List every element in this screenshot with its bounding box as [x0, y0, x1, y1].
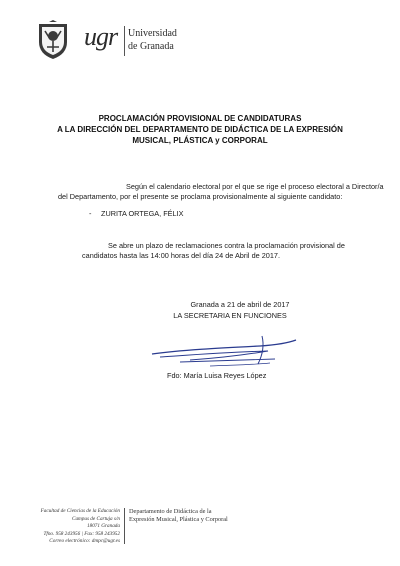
- institution-name: [128, 27, 177, 53]
- footer-address-line1: Facultad de Ciencias de la Educación: [40, 508, 120, 514]
- footer-address-line2: Campus de Cartuja s/n: [72, 515, 120, 522]
- institution-name-line1: Universidad: [128, 28, 177, 39]
- footer-address-line4: Tfno. 958 243956 | Fax: 958 243952: [43, 530, 120, 537]
- document-title: [50, 113, 350, 146]
- list-bullet: -: [89, 209, 92, 218]
- ugr-logo-text: ugr: [84, 22, 118, 51]
- footer-address: [38, 508, 120, 546]
- announcement-paragraph: [58, 182, 384, 202]
- footer-department-line2: Expresión Musical, Plástica y Corporal: [129, 516, 228, 523]
- claims-paragraph: [82, 241, 345, 261]
- candidate-name: ZURITA ORTEGA, FÉLIX: [101, 209, 184, 218]
- footer-address-line3: 18071 Granada: [87, 523, 120, 529]
- signer-name: Fdo: María Luisa Reyes López: [167, 371, 267, 380]
- title-line1: PROCLAMACIÓN PROVISIONAL DE CANDIDATURAS: [98, 114, 302, 123]
- candidate-list-item: [89, 209, 183, 219]
- university-crest-icon: [36, 20, 70, 60]
- footer-address-line5: Correo electrónico: dmpc@ugr.es: [49, 538, 120, 544]
- place-and-date: Granada a 21 de abril de 2017: [190, 300, 290, 309]
- announcement-line2: del Departamento, por el presente se proclama provisionalmente al siguiente candidato:: [58, 192, 343, 201]
- footer-divider: [124, 508, 125, 544]
- footer-department-line1: Departamento de Didáctica de la: [129, 508, 212, 515]
- footer-department: [129, 508, 259, 524]
- institution-name-line2: de Granada: [128, 41, 174, 52]
- title-line2: A LA DIRECCIÓN DEL DEPARTAMENTO DE DIDÁCTICA DE LA EXPRESIÓN: [57, 125, 343, 134]
- title-line3: MUSICAL, PLÁSTICA y CORPORAL: [132, 136, 268, 145]
- claims-line1: Se abre un plazo de reclamaciones contra la proclamación provisional de: [108, 241, 345, 250]
- university-logo: [36, 20, 177, 62]
- announcement-line1: Según el calendario electoral por el que se rige el proceso electoral a Director/a: [126, 182, 384, 191]
- claims-line2: candidatos hasta las 14:00 horas del día 24 de Abril de 2017.: [82, 251, 280, 260]
- signer-role: LA SECRETARIA EN FUNCIONES: [173, 311, 287, 320]
- logo-divider: [124, 26, 125, 56]
- handwritten-signature: [150, 332, 300, 370]
